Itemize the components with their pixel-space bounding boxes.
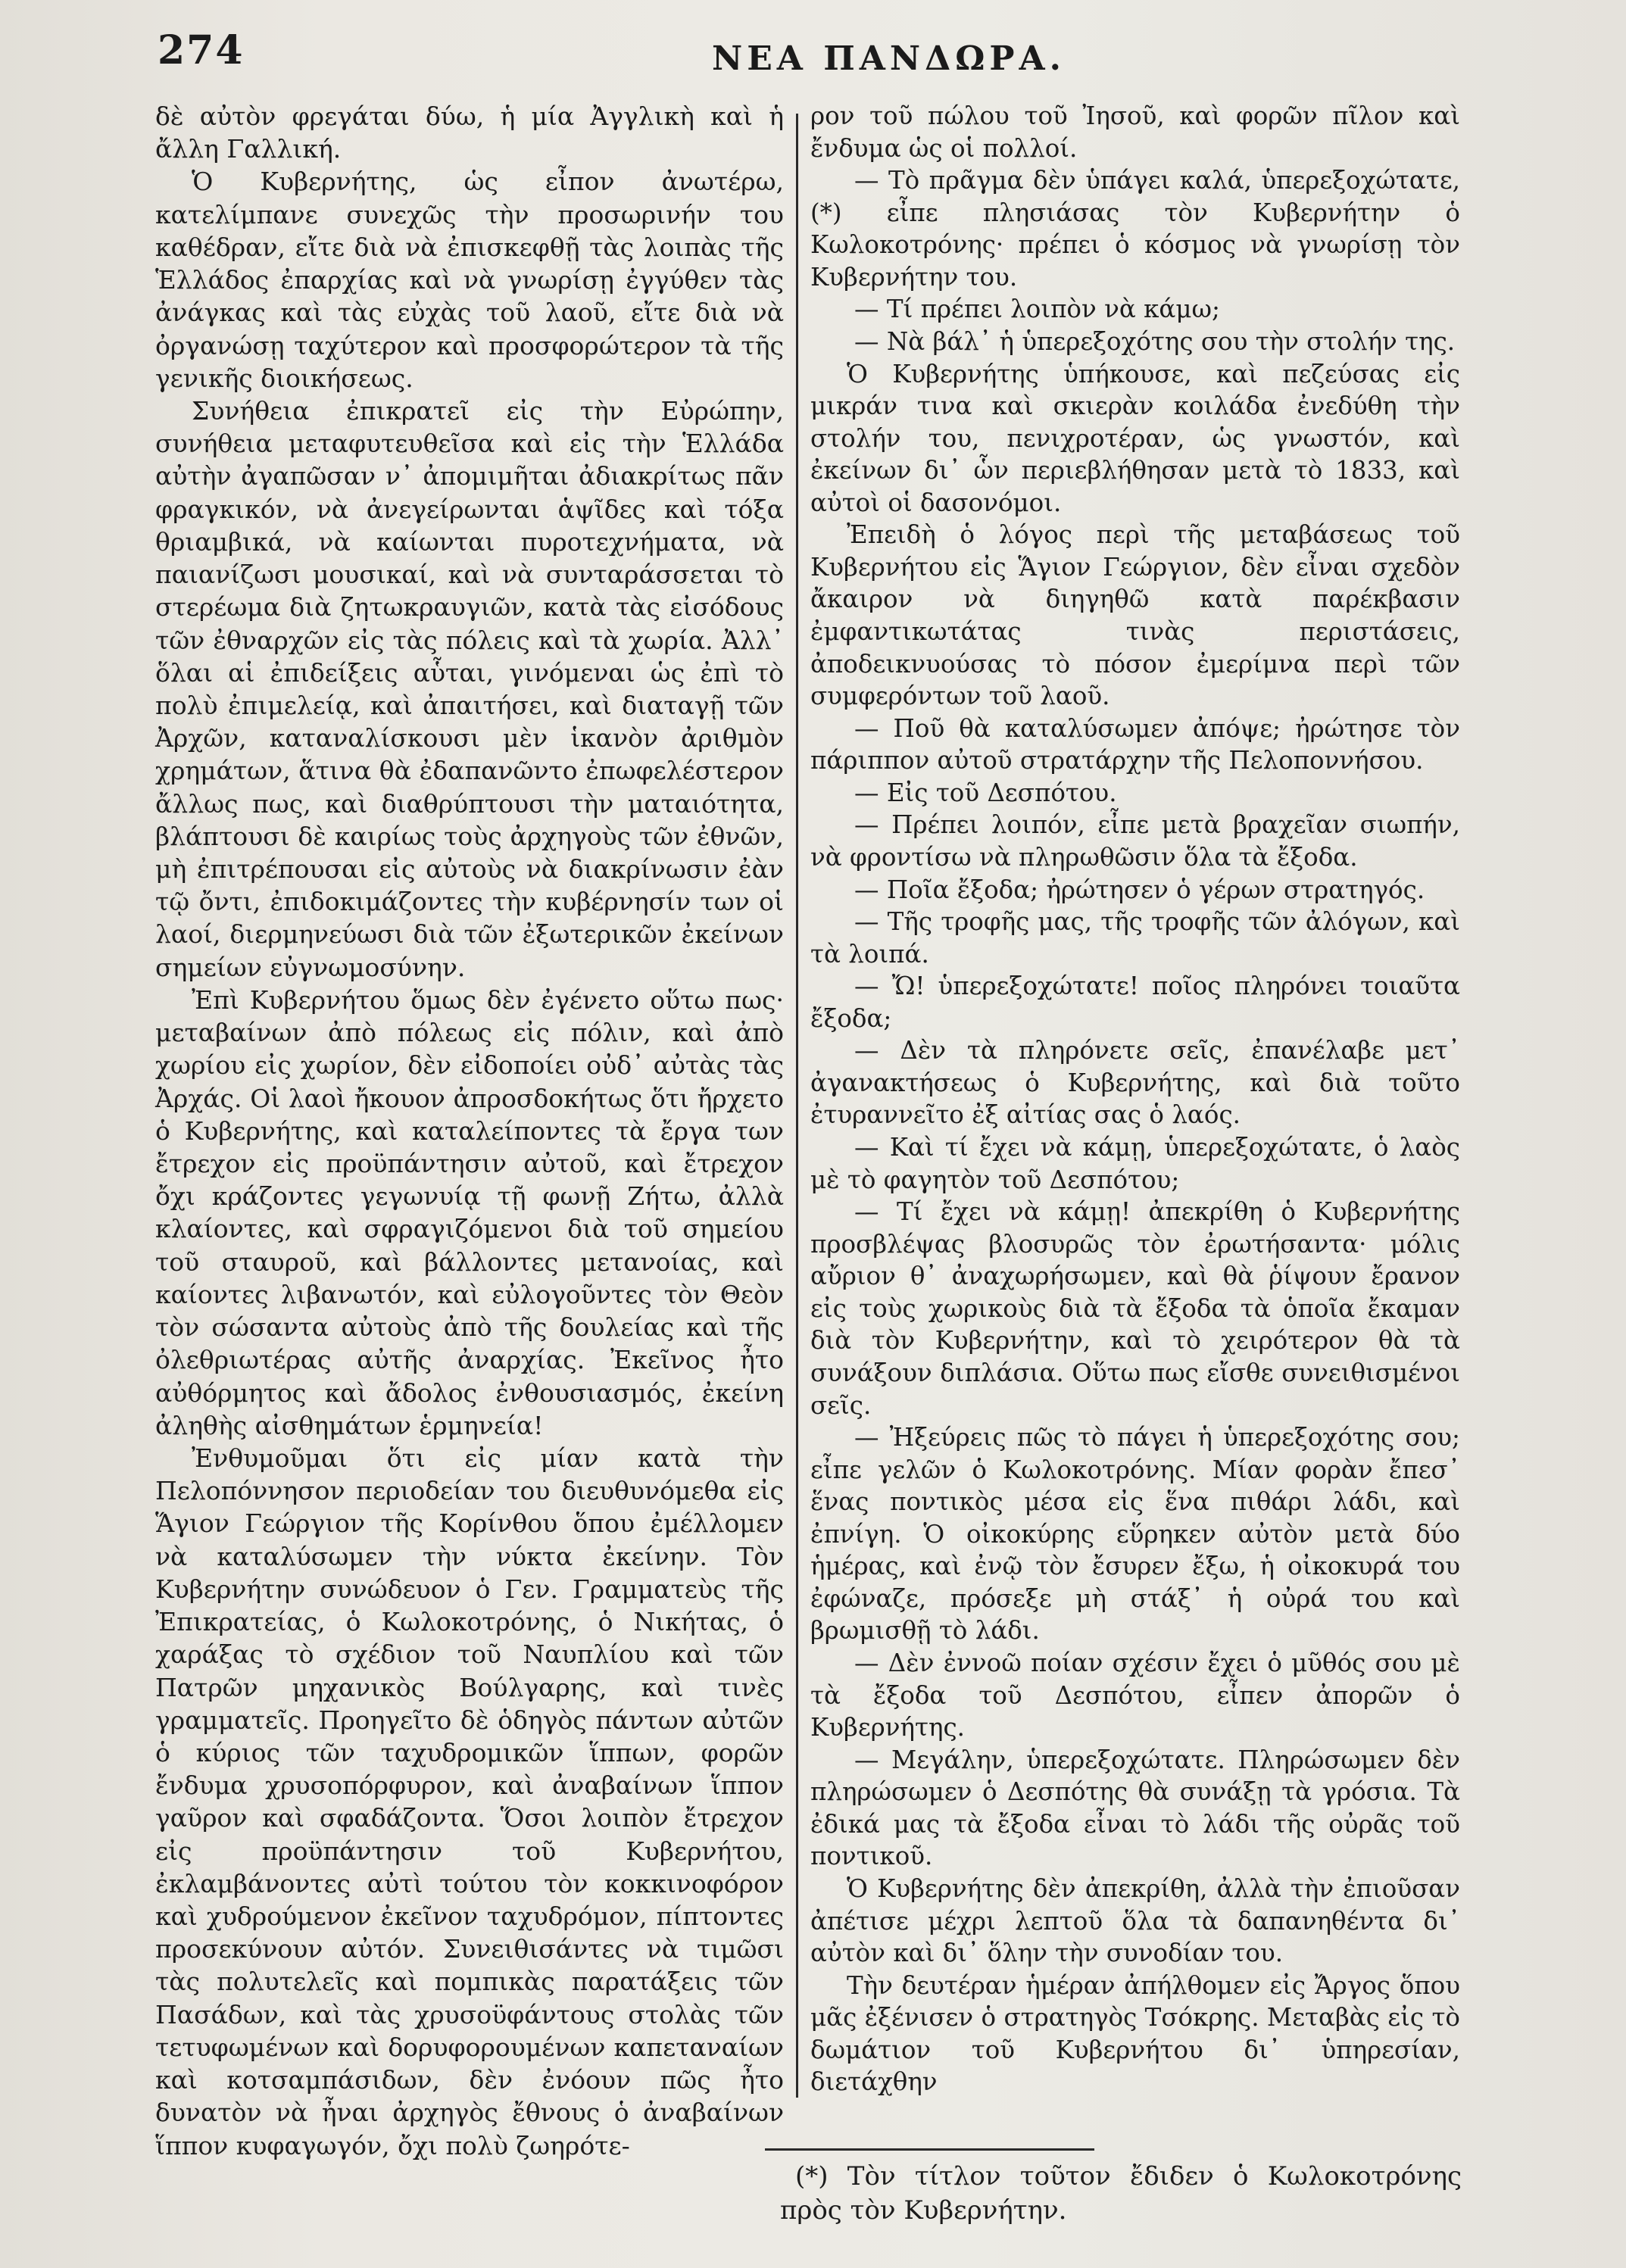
paragraph: Ὁ Κυβερνήτης δὲν ἀπεκρίθη, ἀλλὰ τὴν ἐπιοῦσαν ἀπέτισε μέχρι λεπτοῦ ὅλα τὰ δαπανηθέντα δι᾽ αὐτὸν καὶ δι᾽ ὅλην τὴν συνοδίαν του.	[810, 1873, 1460, 1968]
dialogue-line: — Εἰς τοῦ Δεσπότου.	[854, 778, 1117, 807]
paragraph: Ἐνθυμοῦμαι ὅτι εἰς μίαν κατὰ τὴν Πελοπόννησον περιοδείαν του διευθυνόμεθα εἰς Ἅγιον Γεώργιον τῆς Κορίνθου ὅπου ἐμέλλομεν νὰ καταλύσωμεν τὴν νύκτα ἐκείνην. Τὸν Κυβερνήτην συνώδευον ὁ Γεν. Γραμματεὺς τῆς Ἐπικρατείας, ὁ Κωλοκοτρόνης, ὁ Νικήτας, ὁ χαράξας τὸ σχέδιον τοῦ Ναυπλίου καὶ τῶν Πατρῶν μηχανικὸς Βούλγαρης, καὶ τινὲς γραμματεῖς. Προηγεῖτο δὲ ὁδηγὸς πάντων αὐτῶν ὁ κύριος τῶν ταχυδρομικῶν ἵππων, φορῶν ἔνδυμα χρυσοπόρφυρον, καὶ ἀναβαίνων ἵππον γαῦρον καὶ σφαδάζοντα. Ὅσοι λοιπὸν ἔτρεχον εἰς προϋπάντησιν τοῦ Κυβερνήτου, ἐκλαμβάνοντες αὐτὶ τούτου τὸν κοκκινοφόρον καὶ χυδρούμενον ἐκεῖνον ταχυδρόμον, πίπτοντες προσεκύνουν αὐτόν. Συνειθισάντες νὰ τιμῶσι τὰς πολυτελεῖς καὶ πομπικὰς παρατάξεις τῶν Πασάδων, καὶ τὰς χρυσοϋφάντους στολὰς τῶν τετυφωμένων καὶ δορυφορουμένων καπεταναίων καὶ κοτσαμπάσιδων, δὲν ἐνόουν πῶς ἦτο δυνατὸν νὰ ἦναι ἀρχηγὸς ἔθνους ὁ ἀναβαίνων ἵππον κυφαγωγόν, ὄχι πολὺ ζωηρότε-	[155, 1443, 784, 2160]
dialogue-line: — Ὤ! ὑπερεξοχώτατε! ποῖος πληρόνει τοιαῦτα ἔξοδα;	[810, 972, 1460, 1033]
footnote: (*) Τὸν τίτλον τοῦτον ἔδιδεν ὁ Κωλοκοτρόνης πρὸς τὸν Κυβερνήτην.	[780, 2161, 1462, 2226]
dialogue-line: — Ποῦ θὰ καταλύσωμεν ἀπόψε; ἠρώτησε τὸν πάριππον αὐτοῦ στρατάρχην τῆς Πελοποννήσου.	[810, 713, 1460, 775]
paragraph: Τὴν δευτέραν ἡμέραν ἀπήλθομεν εἰς Ἄργος ὅπου μᾶς ἐξένισεν ὁ στρατηγὸς Τσόκρης. Μεταβὰς εἰς τὸ δωμάτιον τοῦ Κυβερνήτου δι᾽ ὑπηρεσίαν, διετάχθην	[810, 1970, 1460, 2097]
dialogue-line: — Τὸ πρᾶγμα δὲν ὑπάγει καλά, ὑπερεξοχώτατε, (*) εἶπε πλησιάσας τὸν Κυβερνήτην ὁ Κωλοκοτρόνης· πρέπει ὁ κόσμος νὰ γνωρίσῃ τὸν Κυβερνήτην του.	[810, 166, 1460, 292]
paragraph: ρον τοῦ πώλου τοῦ Ἰησοῦ, καὶ φορῶν πῖλον καὶ ἔνδυμα ὡς οἱ πολλοί.	[810, 101, 1460, 163]
dialogue-line: — Πρέπει λοιπόν, εἶπε μετὰ βραχεῖαν σιωπήν, νὰ φροντίσω νὰ πληρωθῶσιν ὅλα τὰ ἔξοδα.	[810, 810, 1460, 872]
dialogue-line: — Νὰ βάλ᾽ ἡ ὑπερεξοχότης σου τὴν στολήν της.	[854, 326, 1456, 356]
left-column	[155, 100, 784, 2162]
paragraph: Ὁ Κυβερνήτης ὑπήκουσε, καὶ πεζεύσας εἰς μικράν τινα καὶ σκιερὰν κοιλάδα ἐνεδύθη τὴν στολήν του, πενιχροτέραν, ὡς γνωστόν, καὶ ἐκείνων δι᾽ ὧν περιεβλήθησαν μετὰ τὸ 1833, καὶ αὐτοὶ οἱ δασονόμοι.	[810, 359, 1460, 517]
dialogue-line: — Ἠξεύρεις πῶς τὸ πάγει ἡ ὑπερεξοχότης σου; εἶπε γελῶν ὁ Κωλοκοτρόνης. Μίαν φορὰν ἔπεσ᾽ ἕνας ποντικὸς μέσα εἰς ἕνα πιθάρι λάδι, καὶ ἐπνίγη. Ὁ οἰκοκύρης εὕρηκεν αὐτὸν μετὰ δύο ἡμέρας, καὶ ἐνῷ τὸν ἔσυρεν ἔξω, ἡ οἰκοκυρά του ἐφώναζε, πρόσεξε μὴ στάξ᾽ ἡ οὐρά του καὶ βρωμισθῇ τὸ λάδι.	[810, 1423, 1460, 1646]
running-title: ΝΕΑ ΠΑΝΔΩΡΑ.	[712, 39, 1066, 78]
dialogue-line: — Τί ἔχει νὰ κάμῃ! ἀπεκρίθη ὁ Κυβερνήτης προσβλέψας βλοσυρῶς τὸν ἐρωτήσαντα· μόλις αὔριον θ᾽ ἀναχωρήσωμεν, καὶ θὰ ῥίψουν ἔρανον εἰς τοὺς χωρικοὺς διὰ τὰ ἔξοδα τὰ ὁποῖα ἔκαμαν διὰ τὸν Κυβερνήτην, καὶ τὸ χειρότερον θὰ τὰ συνάξουν διπλάσια. Οὕτω πως εἴσθε συνειθισμένοι σεῖς.	[810, 1197, 1460, 1420]
dialogue-line: — Μεγάλην, ὑπερεξοχώτατε. Πληρώσωμεν δὲν πληρώσωμεν ὁ Δεσπότης θὰ συνάξῃ τὰ γρόσια. Τὰ ἐδικά μας τὰ ἔξοδα εἶναι τὸ λάδι τῆς οὐρᾶς τοῦ ποντικοῦ.	[810, 1745, 1460, 1871]
dialogue-line: — Ποῖα ἔξοδα; ἠρώτησεν ὁ γέρων στρατηγός.	[854, 875, 1425, 904]
dialogue-line: — Δὲν τὰ πληρόνετε σεῖς, ἐπανέλαβε μετ᾽ ἀγανακτήσεως ὁ Κυβερνήτης, καὶ διὰ τοῦτο ἐτυραννεῖτο ἐξ αἰτίας σας ὁ λαός.	[810, 1036, 1460, 1130]
dialogue-line: — Δὲν ἐννοῶ ποίαν σχέσιν ἔχει ὁ μῦθός σου μὲ τὰ ἔξοδα τοῦ Δεσπότου, εἶπεν ἀπορῶν ὁ Κυβερνήτης.	[810, 1649, 1460, 1742]
paragraph: Ἐπὶ Κυβερνήτου ὅμως δὲν ἐγένετο οὕτω πως· μεταβαίνων ἀπὸ πόλεως εἰς πόλιν, καὶ ἀπὸ χωρίου εἰς χωρίον, δὲν εἰδοποίει οὐδ᾽ αὐτὰς τὰς Ἀρχάς. Οἱ λαοὶ ἤκουον ἀπροσδοκήτως ὅτι ἤρχετο ὁ Κυβερνήτης, καὶ καταλείποντες τὰ ἔργα των ἔτρεχον εἰς προϋπάντησιν αὐτοῦ, καὶ ἔτρεχον ὄχι κράζοντες γεγωνυίᾳ τῇ φωνῇ Ζήτω, ἀλλὰ κλαίοντες, καὶ σφραγιζόμενοι διὰ τοῦ σημείου τοῦ σταυροῦ, καὶ βάλλοντες μετανοίας, καὶ καίοντες λιβανωτόν, καὶ εὐλογοῦντες τὸν Θεὸν τὸν σώσαντα αὐτοὺς ἀπὸ τῆς δουλείας καὶ τῆς ὀλεθριωτέρας αὐτῆς ἀναρχίας. Ἐκεῖνος ἦτο αὐθόρμητος καὶ ἄδολος ἐνθουσιασμός, ἐκείνη ἀληθὴς αἰσθημάτων ἑρμηνεία!	[155, 984, 784, 1440]
dialogue-line: — Τί πρέπει λοιπὸν νὰ κάμω;	[854, 295, 1220, 324]
column-divider	[796, 114, 798, 2098]
paragraph: Συνήθεια ἐπικρατεῖ εἰς τὴν Εὐρώπην, συνήθεια μεταφυτευθεῖσα καὶ εἰς τὴν Ἑλλάδα αὐτὴν ἀγαπῶσαν ν᾽ ἀπομιμῆται ἀδιακρίτως πᾶν φραγκικόν, νὰ ἀνεγείρωνται ἁψῖδες καὶ τόξα θριαμβικά, νὰ καίωνται πυροτεχνήματα, νὰ παιανίζωσι μουσικαί, καὶ νὰ συνταράσσεται τὸ στερέωμα διὰ ζητωκραυγιῶν, κατὰ τὰς εἰσόδους τῶν ἐθναρχῶν εἰς τὰς πόλεις καὶ τὰ χωρία. Ἀλλ᾽ ὅλαι αἱ ἐπιδείξεις αὗται, γινόμεναι ὡς ἐπὶ τὸ πολὺ ἐπιμελείᾳ, καὶ ἀπαιτήσει, καὶ διαταγῇ τῶν Ἀρχῶν, καταναλίσκουσι μὲν ἱκανὸν ἀριθμὸν χρημάτων, ἅτινα θὰ ἐδαπανῶντο ἐπωφελέστερον ἄλλως πως, καὶ διαθρύπτουσι τὴν ματαιότητα, βλάπτουσι δὲ καιρίως τοὺς ἀρχηγοὺς τῶν ἐθνῶν, μὴ ἐπιτρέπουσαι εἰς αὐτοὺς νὰ διακρίνωσιν ἐὰν τῷ ὄντι, ἐπιδοκιμάζοντες τὴν κυβέρνησίν των οἱ λαοί, διερμηνεύωσι διὰ τῶν ἐξωτερικῶν ἐκείνων σημείων εὐγνωμοσύνην.	[155, 395, 784, 982]
paragraph: δὲ αὐτὸν φρεγάται δύω, ἡ μία Ἀγγλικὴ καὶ ἡ ἄλλη Γαλλική.	[155, 101, 784, 164]
page-number: 274	[158, 27, 245, 73]
paragraph: Ἐπειδὴ ὁ λόγος περὶ τῆς μεταβάσεως τοῦ Κυβερνήτου εἰς Ἅγιον Γεώργιον, δὲν εἶναι σχεδὸν ἄκαιρον νὰ διηγηθῶ κατὰ παρέκβασιν ἐμφαντικωτάτας τινὰς περιστάσεις, ἀποδεικνυούσας τὸ πόσον ἐμερίμνα περὶ τῶν συμφερόντων τοῦ λαοῦ.	[810, 520, 1460, 711]
footnote-rule	[765, 2148, 1094, 2151]
right-column	[810, 100, 1460, 2098]
paragraph: Ὁ Κυβερνήτης, ὡς εἶπον ἀνωτέρω, κατελίμπανε συνεχῶς τὴν προσωρινήν του καθέδραν, εἴτε διὰ νὰ ἐπισκεφθῇ τὰς λοιπὰς τῆς Ἑλλάδος ἐπαρχίας καὶ νὰ γνωρίσῃ ἐγγύθεν τὰς ἀνάγκας καὶ τὰς εὐχὰς τοῦ λαοῦ, εἴτε διὰ νὰ ὀργανώσῃ ταχύτερον καὶ προσφορώτερον τὰ τῆς γενικῆς διοικήσεως.	[155, 167, 784, 393]
dialogue-line: — Καὶ τί ἔχει νὰ κάμῃ, ὑπερεξοχώτατε, ὁ λαὸς μὲ τὸ φαγητὸν τοῦ Δεσπότου;	[810, 1133, 1460, 1194]
dialogue-line: — Τῆς τροφῆς μας, τῆς τροφῆς τῶν ἀλόγων, καὶ τὰ λοιπά.	[810, 907, 1460, 969]
